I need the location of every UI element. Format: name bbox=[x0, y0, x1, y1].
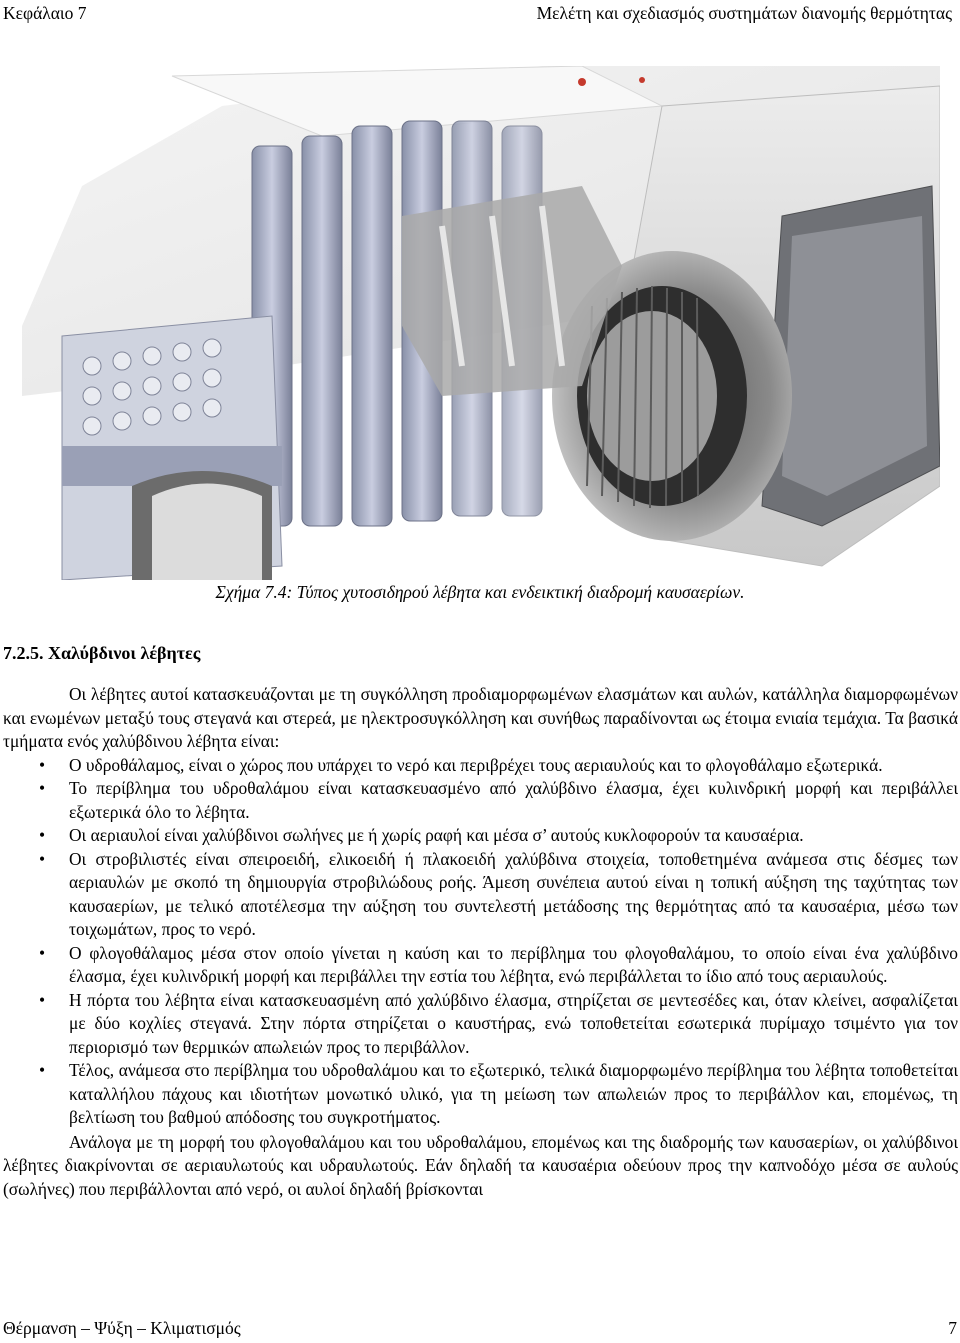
bullet-list bbox=[3, 754, 958, 1130]
list-item bbox=[3, 824, 958, 848]
list-item bbox=[3, 1059, 958, 1130]
page-header-title: Μελέτη και σχεδιασμός συστημάτων διανομής θερμότητας bbox=[536, 3, 952, 23]
bullet-icon: • bbox=[39, 778, 46, 798]
figure-caption-text: : Τύπος χυτοσιδηρού λέβητα και ενδεικτική διαδρομή καυσαερίων. bbox=[286, 582, 745, 602]
page-number: 7 bbox=[948, 1318, 957, 1338]
bullet-icon: • bbox=[39, 754, 46, 775]
body-text bbox=[3, 683, 958, 1201]
intro-paragraph: Οι λέβητες αυτοί κατασκευάζονται με τη συγκόλληση προδιαμορφωμένων ελασμάτων και αυλών, κατάλληλα διαμορφωμένων και ενωμένων μεταξύ τους στεγανά και στερεά, με ηλεκτροσυγκόλληση και συνήθως παραδίνονται ως έτοιμα ενιαία τεμάχια. Τα βασικά τμήματα ενός χαλύβδινου λέβητα είναι: bbox=[3, 684, 958, 751]
list-item bbox=[3, 754, 958, 778]
bullet-icon: • bbox=[39, 848, 46, 869]
list-item-text: Ο φλογοθάλαμος μέσα στον οποίο γίνεται η καύση και το περίβλημα του φλογοθαλάμου, το οποίο είναι ένα χαλύβδινο έλασμα, έχει κυλινδρική μορφή και περιβάλλει την εστία του λέβητα, ενώ περιβάλλεται το ίδιο από τους αεριαυλούς. bbox=[69, 942, 958, 986]
list-item bbox=[3, 777, 958, 824]
list-item-text: Ο υδροθάλαμος, είναι ο χώρος που υπάρχει το νερό και περιβρέχει τους αεριαυλούς και το φλογοθάλαμο εξωτερικά. bbox=[69, 754, 883, 775]
list-item bbox=[3, 848, 958, 942]
figure-caption bbox=[0, 582, 960, 603]
boiler-cutaway-figure bbox=[22, 66, 940, 580]
figure-label: Σχήμα 7.4 bbox=[215, 582, 287, 602]
list-item-text: Οι αεριαυλοί είναι χαλύβδινοι σωλήνες με ή χωρίς ραφή και μέσα σ’ αυτούς κυκλοφορούν τα καυσαέρια. bbox=[69, 825, 804, 845]
bullet-icon: • bbox=[39, 825, 46, 845]
section-heading: 7.2.5. Χαλύβδινοι λέβητες bbox=[3, 643, 201, 663]
bullet-icon: • bbox=[39, 989, 46, 1010]
list-item-text: Η πόρτα του λέβητα είναι κατασκευασμένη από χαλύβδινο έλασμα, στηρίζεται σε μεντεσέδες και, όταν κλείνει, ασφαλίζεται με δύο κοχλίες στεγανά. Στην πόρτα στηρίζεται ο καυστήρας, ενώ τοποθετείται εσωτερικά πυρίμαχο τσιμέντο για τον περιορισμό των θερμικών απωλειών προς το περιβάλλον. bbox=[69, 989, 958, 1057]
closing-paragraph: Ανάλογα με τη μορφή του φλογοθαλάμου και του υδροθαλάμου, επομένως και της διαδρομής των καυσαερίων, οι χαλύβδινοι λέβητες διακρίνονται σε αεριαυλωτούς και υδραυλωτούς. Εάν δηλαδή τα καυσαέρια οδεύουν προς την καπνοδόχο μέσα σε αυλούς (σωλήνες) που περιβάλλονται από νερό, οι αυλοί δηλαδή βρίσκονται bbox=[3, 1131, 958, 1199]
page-header-chapter: Κεφάλαιο 7 bbox=[3, 3, 87, 23]
bullet-icon: • bbox=[39, 942, 46, 963]
list-item-text: Οι στροβιλιστές είναι σπειροειδή, ελικοειδή ή πλακοειδή χαλύβδινα στοιχεία, τοποθετημένα ανάμεσα στις δέσμες των αεριαυλών με σκοπό τη δημιουργία στροβιλώδους ροής. Άμεση συνέπεια αυτού είναι η τοπική αύξηση της ταχύτητας των καυσαερίων, με τελικό αποτέλεσμα την αύξηση του συντελεστή μετάδοσης της θερμότητας από τα καυσαέρια, μέσω των τοιχωμάτων, προς το νερό. bbox=[69, 848, 958, 939]
list-item bbox=[3, 989, 958, 1060]
list-item-text: Τέλος, ανάμεσα στο περίβλημα του υδροθαλάμου και το εξωτερικό, τελικά διαμορφωμένο περίβλημα του λέβητα τοποθετείται καταλλήλου πάχους και ιδιοτήτων μονωτικό υλικό, για τη μείωση των απωλειών προς το περιβάλλον και, επομένως, τη βελτίωση του βαθμού απόδοσης του συγκροτήματος. bbox=[69, 1060, 958, 1127]
boiler-illustration bbox=[22, 66, 940, 580]
list-item bbox=[3, 942, 958, 989]
bullet-icon: • bbox=[39, 1060, 46, 1080]
page-footer-title: Θέρμανση – Ψύξη – Κλιματισμός bbox=[3, 1318, 241, 1338]
list-item-text: Το περίβλημα του υδροθαλάμου είναι κατασκευασμένο από χαλύβδινο έλασμα, έχει κυλινδρική μορφή και περιβάλλει εξωτερικά όλο το λέβητα. bbox=[69, 778, 958, 822]
